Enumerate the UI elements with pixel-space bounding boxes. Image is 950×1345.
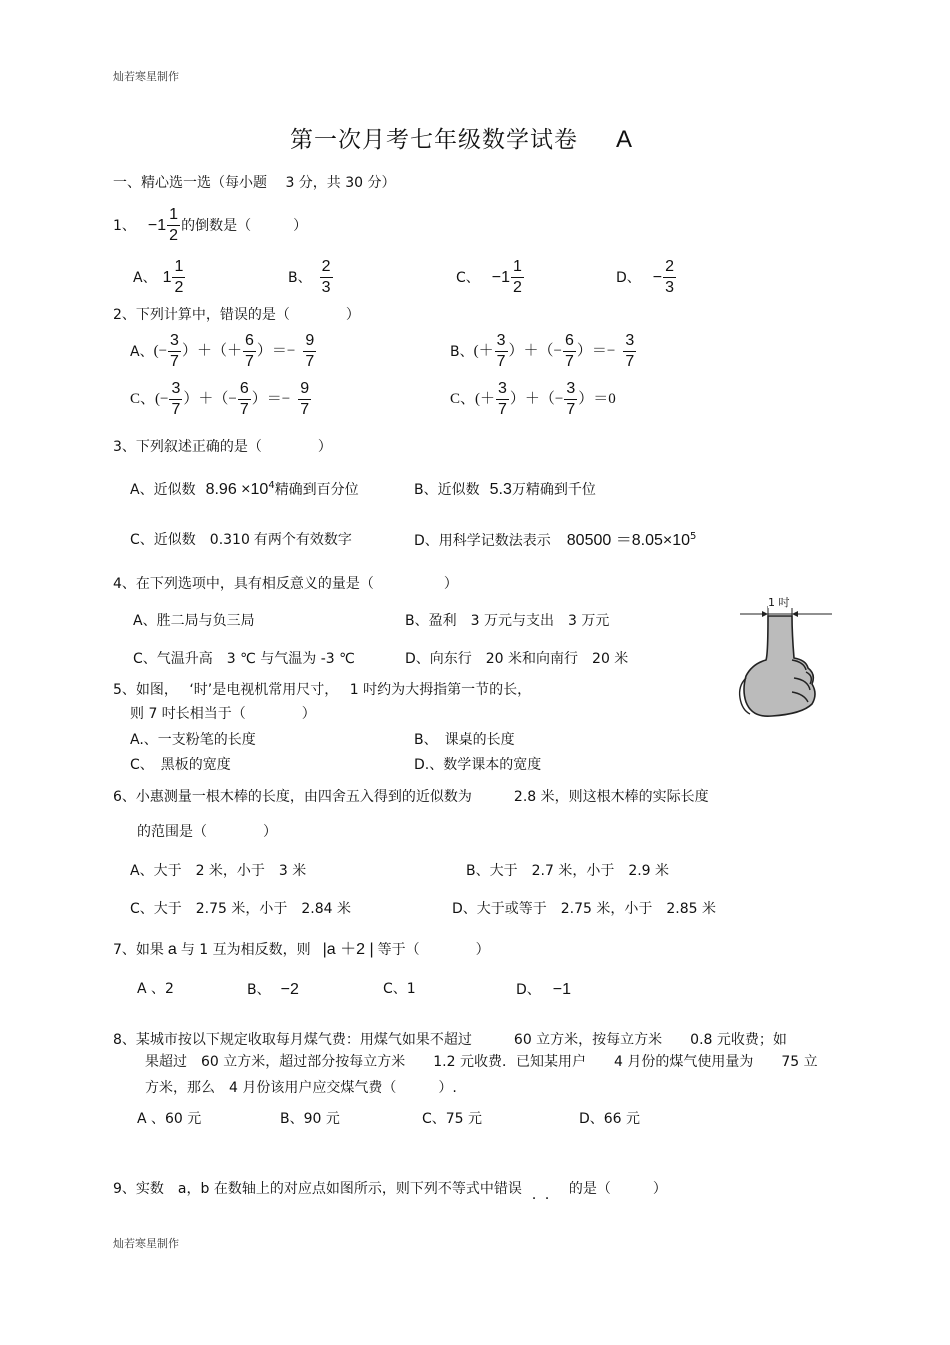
option-text: C、近似数: [130, 532, 196, 548]
q5-option-d[interactable]: D.、数学课本的宽度: [414, 757, 542, 773]
q1-number: 1、: [113, 217, 136, 234]
expr-part: (−: [153, 343, 168, 359]
fraction: [495, 333, 508, 370]
q4-option-d[interactable]: D、向东行 20 米和向南行 20 米: [405, 651, 629, 667]
option-value: −2: [280, 981, 299, 998]
frac-den: 7: [171, 401, 181, 418]
fraction: [303, 333, 316, 370]
q7-stem: [113, 942, 490, 958]
page-header: 灿若寒星制作: [113, 70, 179, 83]
figure-label: 1 吋: [768, 597, 798, 608]
q8-option-b[interactable]: B、90 元: [280, 1111, 340, 1127]
frac-den: 7: [566, 401, 576, 418]
q4-stem: 4、在下列选项中，具有相反意义的量是（ ）: [113, 576, 458, 592]
q6-option-d[interactable]: D、大于或等于 2.75 米，小于 2.85 米: [452, 901, 717, 917]
frac-num: 3: [564, 381, 577, 400]
frac-num: 3: [496, 381, 509, 400]
q2-stem: 2、下列计算中，错误的是（ ）: [113, 307, 360, 323]
frac-den: 7: [244, 353, 254, 370]
option-math: 8.96 ×10: [205, 481, 269, 498]
option-value: −1: [552, 981, 572, 998]
fraction: [298, 381, 311, 418]
option-math: 0.310: [209, 532, 250, 548]
q3-option-d[interactable]: [414, 533, 696, 549]
option-fraction: [663, 259, 676, 296]
option-math: 5.3: [489, 481, 512, 498]
option-label: D、: [516, 982, 541, 998]
exponent: 4: [268, 480, 275, 491]
q1-option-d[interactable]: [616, 259, 677, 296]
thumb-inch-figure: [732, 594, 840, 724]
q6-option-c[interactable]: C、大于 2.75 米，小于 2.84 米: [130, 901, 352, 917]
option-text: A、近似数: [130, 482, 196, 498]
frac-den: 2: [513, 279, 522, 296]
frac-num: 6: [243, 333, 256, 352]
option-label: C、: [450, 391, 476, 407]
title-text: 第一次月考七年级数学试卷: [290, 127, 578, 153]
expr-part: ）＝−: [256, 343, 296, 359]
expr-part: ）＋（−: [183, 391, 237, 407]
expr-part: ）＝−: [251, 391, 291, 407]
q6-option-a[interactable]: A、大于 2 米，小于 3 米: [130, 863, 307, 879]
q2-option-a[interactable]: [130, 333, 317, 370]
option-label: A、: [130, 343, 154, 360]
q1-option-c[interactable]: [456, 259, 525, 296]
q7-text: 等于（ ）: [377, 942, 490, 958]
q1-option-b[interactable]: [288, 259, 334, 296]
q4-option-a[interactable]: A、胜二局与负三局: [133, 613, 255, 629]
expr-part: ）＝−: [576, 343, 616, 359]
q7-text: 与 1 互为相反数，则: [180, 942, 311, 958]
q2-option-c[interactable]: [130, 381, 312, 418]
option-math: 80500 ＝8.05×10: [566, 532, 691, 549]
page-title: [290, 128, 633, 152]
q6-option-b[interactable]: B、大于 2.7 米，小于 2.9 米: [466, 863, 670, 879]
expr-part: ）＝0: [578, 391, 616, 407]
exponent: 5: [690, 531, 697, 542]
expr-part: (＋: [475, 391, 496, 407]
frac-num: 2: [320, 259, 333, 278]
q3-option-b[interactable]: [414, 482, 596, 498]
q6-line2: 的范围是（ ）: [137, 824, 277, 840]
q1-fraction: [167, 207, 180, 244]
option-sign: −: [652, 268, 663, 286]
q7-option-b[interactable]: [247, 982, 299, 998]
q8-line2: 果超过 60 立方米，超过部分按每立方米 1.2 元收费．已知某用户 4 月份的煤气使用量为 75 立: [145, 1054, 818, 1070]
fraction: [564, 381, 577, 418]
q1-frac-den: 2: [169, 227, 179, 244]
option-label: A、: [133, 269, 157, 286]
q1-stem-text: 的倒数是（ ）: [181, 217, 308, 234]
option-label: D、: [616, 269, 641, 286]
fraction: [238, 381, 251, 418]
frac-num: 1: [511, 259, 524, 278]
q5-option-b[interactable]: B、 课桌的长度: [414, 732, 515, 748]
fraction: [243, 333, 256, 370]
expr-part: ）＋（−: [508, 343, 562, 359]
q1-option-a[interactable]: [133, 259, 186, 296]
q9-text: 的是（ ）: [568, 1181, 667, 1197]
q5-option-c[interactable]: C、 黑板的宽度: [130, 757, 231, 773]
frac-den: 7: [496, 353, 506, 370]
frac-den: 2: [174, 279, 184, 296]
q1-stem: [113, 207, 307, 244]
option-text: B、近似数: [414, 482, 480, 498]
frac-num: 3: [169, 381, 182, 400]
frac-num: 6: [563, 333, 576, 352]
q4-option-c[interactable]: C、气温升高 3 ℃ 与气温为 -3 ℃: [133, 651, 355, 667]
option-label: C、: [130, 391, 156, 407]
option-whole: −1: [491, 268, 511, 286]
q2-option-b[interactable]: [450, 333, 637, 370]
option-label: B、: [247, 982, 271, 998]
expr-part: ）＋（−: [509, 391, 564, 407]
option-text: D、用科学记数法表示: [414, 533, 551, 549]
q5-option-a[interactable]: A.、一支粉笔的长度: [130, 732, 256, 748]
emphasis-dots: ．．: [531, 1187, 565, 1203]
frac-num: 3: [623, 333, 636, 352]
expr-part: ）＋（＋: [181, 343, 242, 359]
q9-stem: [113, 1181, 667, 1203]
q8-option-d[interactable]: D、66 元: [579, 1111, 641, 1127]
title-suffix: A: [616, 126, 634, 153]
fraction: [623, 333, 636, 370]
frac-den: 3: [321, 279, 331, 296]
q3-option-c[interactable]: [130, 533, 352, 547]
frac-den: 7: [239, 401, 249, 418]
q6-line1: 6、小惠测量一根木棒的长度，由四舍五入得到的近似数为 2.8 米，则这根木棒的实际长度: [113, 789, 709, 805]
option-label: B、: [288, 269, 312, 286]
option-label: B、: [450, 343, 474, 360]
q2-option-d[interactable]: [450, 381, 616, 418]
q7-option-c[interactable]: C、1: [383, 981, 416, 997]
q1-whole: −1: [147, 216, 167, 234]
option-text: 有两个有效数字: [253, 532, 352, 548]
frac-num: 2: [663, 259, 676, 278]
frac-den: 7: [498, 401, 507, 418]
fraction: [168, 333, 181, 370]
fraction: [563, 333, 576, 370]
option-fraction: [320, 259, 333, 296]
q7-variable: a: [167, 941, 177, 958]
option-label: C、: [456, 269, 480, 286]
page-footer: 灿若寒星制作: [113, 1237, 179, 1250]
q1-frac-num: 1: [167, 207, 180, 226]
frac-num: 9: [303, 333, 316, 352]
option-fraction: [172, 259, 185, 296]
thumb-drawing-icon: [732, 594, 840, 724]
frac-num: 3: [168, 333, 181, 352]
q3-stem: 3、下列叙述正确的是（ ）: [113, 439, 332, 455]
option-text: 万精确到千位: [511, 482, 596, 498]
frac-den: 7: [300, 401, 310, 418]
section-heading: 一、精心选一选（每小题 3 分，共 30 分）: [113, 175, 396, 191]
expr-part: (＋: [473, 343, 494, 359]
option-text: 精确到百分位: [274, 482, 359, 498]
q8-line3: 方米，那么 4 月份该用户应交煤气费（ ）.: [145, 1080, 457, 1096]
frac-num: 6: [238, 381, 251, 400]
frac-num: 3: [495, 333, 508, 352]
option-whole: 1: [162, 268, 172, 286]
fraction: [496, 381, 509, 418]
expr-part: (−: [155, 391, 169, 407]
fraction: [169, 381, 182, 418]
q9-text: 9、实数 a，b 在数轴上的对应点如图所示，则下列不等式中错误: [113, 1181, 522, 1197]
frac-den: 7: [305, 353, 315, 370]
frac-num: 1: [172, 259, 185, 278]
q5-line1: 5、如图， ‘时’是电视机常用尺寸， 1 吋约为大拇指第一节的长，: [113, 682, 532, 698]
frac-den: 7: [564, 353, 574, 370]
q7-abs-expression: |a ＋2 |: [322, 941, 374, 958]
q7-option-a[interactable]: A 、2: [137, 981, 174, 997]
q3-option-a[interactable]: [130, 482, 359, 498]
frac-den: 3: [665, 279, 675, 296]
q8-option-a[interactable]: A 、60 元: [137, 1111, 202, 1127]
q8-option-c[interactable]: C、75 元: [422, 1111, 483, 1127]
frac-den: 7: [170, 353, 179, 370]
q5-line2: 则 7 吋长相当于（ ）: [130, 706, 316, 722]
q7-option-d[interactable]: [516, 982, 571, 998]
frac-den: 7: [625, 353, 635, 370]
q4-option-b[interactable]: B、盈利 3 万元与支出 3 万元: [405, 613, 610, 629]
q7-text: 7、如果: [113, 942, 164, 958]
option-fraction: [511, 259, 524, 296]
q8-line1: 8、某城市按以下规定收取每月煤气费：用煤气如果不超过 60 立方米，按每立方米 0.8 元收费；如: [113, 1032, 787, 1048]
frac-num: 9: [298, 381, 311, 400]
